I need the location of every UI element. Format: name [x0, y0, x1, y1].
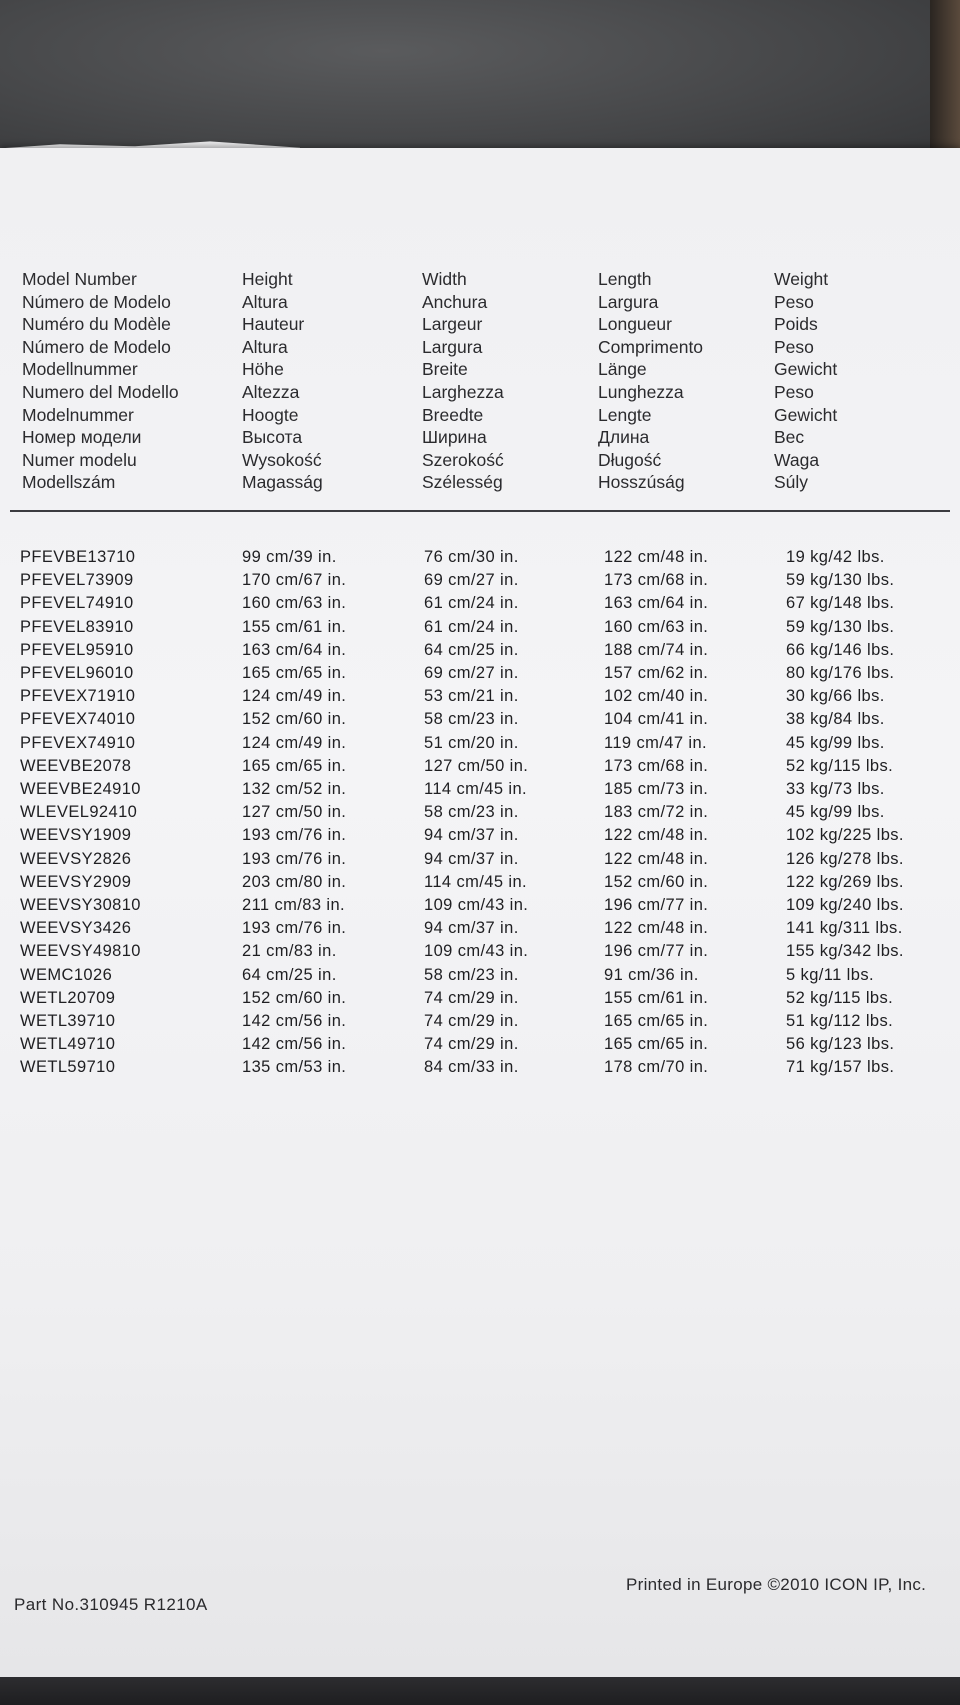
table-cell-height: 142 cm/56 in. — [242, 1012, 347, 1031]
table-cell-width: 94 cm/37 in. — [424, 919, 519, 938]
table-cell-width: 51 cm/20 in. — [424, 733, 519, 752]
table-cell-model: PFEVEL74910 — [20, 594, 134, 613]
table-cell-length: 157 cm/62 in. — [604, 664, 709, 683]
header-label-weight: Waga — [774, 449, 820, 470]
header-model-column — [22, 268, 179, 494]
table-cell-length: 188 cm/74 in. — [604, 640, 709, 659]
table-cell-model: WEEVSY2826 — [20, 849, 132, 868]
header-label-height: Hoogte — [242, 404, 299, 425]
table-cell-height: 152 cm/60 in. — [242, 988, 347, 1007]
table-cell-weight: 45 kg/99 lbs. — [786, 803, 885, 822]
table-cell-weight: 52 kg/115 lbs. — [786, 988, 894, 1007]
header-label-length: Длина — [598, 427, 650, 448]
table-cell-model: WEEVSY49810 — [20, 942, 141, 961]
table-cell-width: 127 cm/50 in. — [424, 756, 529, 775]
table-cell-width: 114 cm/45 in. — [424, 780, 528, 799]
header-label-width: Larghezza — [422, 381, 504, 402]
table-cell-length: 185 cm/73 in. — [604, 780, 709, 799]
header-label-height: Magasság — [242, 472, 323, 493]
header-label-length: Lengte — [598, 404, 652, 425]
header-label-length: Lunghezza — [598, 381, 684, 402]
table-cell-weight: 19 kg/42 lbs. — [786, 548, 885, 566]
table-cell-width: 61 cm/24 in. — [424, 617, 519, 636]
header-weight-column — [774, 268, 837, 494]
header-length-column — [598, 268, 703, 494]
table-cell-model: WEEVBE2078 — [20, 756, 132, 775]
table-cell-weight: 66 kg/146 lbs. — [786, 640, 895, 659]
table-cell-height: 193 cm/76 in. — [242, 919, 347, 938]
header-label-weight: Peso — [774, 381, 814, 402]
table-cell-length: 104 cm/41 in. — [604, 710, 709, 729]
table-cell-width: 58 cm/23 in. — [424, 803, 519, 822]
table-cell-weight: 80 kg/176 lbs. — [786, 664, 895, 683]
table-cell-width: 109 cm/43 in. — [424, 896, 529, 915]
header-label-model: Numer modelu — [22, 449, 137, 470]
header-label-height: Wysokość — [242, 449, 322, 470]
table-cell-model: WEEVBE24910 — [20, 780, 141, 799]
header-label-weight: Súly — [774, 472, 809, 493]
header-label-weight: Peso — [774, 291, 814, 312]
table-cell-width: 74 cm/29 in. — [424, 1035, 519, 1054]
header-label-model: Modellnummer — [22, 359, 138, 380]
table-cell-height: 193 cm/76 in. — [242, 849, 347, 868]
table-cell-weight: 52 kg/115 lbs. — [786, 756, 894, 775]
background-floor — [0, 1677, 960, 1705]
table-cell-weight: 56 kg/123 lbs. — [786, 1035, 895, 1054]
table-cell-height: 132 cm/52 in. — [242, 780, 347, 799]
header-label-model: Model Number — [22, 269, 137, 289]
header-label-width: Szélesség — [422, 472, 503, 493]
header-label-width: Width — [422, 269, 467, 289]
table-cell-width: 58 cm/23 in. — [424, 965, 519, 984]
table-cell-model: WEEVSY3426 — [20, 919, 132, 938]
table-cell-width: 69 cm/27 in. — [424, 571, 519, 590]
table-cell-model: PFEVEL96010 — [20, 664, 134, 683]
table-cell-height: 124 cm/49 in. — [242, 733, 347, 752]
table-cell-height: 127 cm/50 in. — [242, 803, 347, 822]
table-cell-length: 91 cm/36 in. — [604, 965, 699, 984]
table-cell-weight: 141 kg/311 lbs. — [786, 919, 903, 938]
table-cell-model: WEEVSY2909 — [20, 872, 132, 891]
table-cell-height: 99 cm/39 in. — [242, 548, 337, 566]
table-cell-length: 122 cm/48 in. — [604, 826, 709, 845]
header-label-weight: Peso — [774, 336, 814, 357]
header-label-height: Height — [242, 269, 293, 289]
table-cell-model: PFEVEX74010 — [20, 710, 136, 729]
table-cell-model: WEEVSY30810 — [20, 896, 141, 915]
header-label-height: Altezza — [242, 381, 300, 402]
table-cell-model: WETL49710 — [20, 1035, 116, 1054]
header-label-width: Largeur — [422, 314, 483, 335]
table-cell-width: 114 cm/45 in. — [424, 872, 528, 891]
table-cell-height: 170 cm/67 in. — [242, 571, 347, 590]
table-cell-height: 124 cm/49 in. — [242, 687, 347, 706]
table-cell-width: 74 cm/29 in. — [424, 988, 519, 1007]
table-cell-weight: 155 kg/342 lbs. — [786, 942, 904, 961]
table-cell-model: PFEVBE13710 — [20, 548, 136, 566]
header-label-model: Número de Modelo — [22, 291, 171, 312]
table-cell-length: 119 cm/47 in. — [604, 733, 708, 752]
table-cell-width: 94 cm/37 in. — [424, 849, 519, 868]
table-cell-weight: 126 kg/278 lbs. — [786, 849, 904, 868]
table-cell-height: 155 cm/61 in. — [242, 617, 347, 636]
table-cell-width: 61 cm/24 in. — [424, 594, 519, 613]
table-cell-weight: 109 kg/240 lbs. — [786, 896, 904, 915]
table-cell-width: 64 cm/25 in. — [424, 640, 519, 659]
header-label-model: Numéro du Modèle — [22, 314, 171, 335]
part-number: Part No.310945 R1210A — [14, 1595, 208, 1614]
table-cell-height: 193 cm/76 in. — [242, 826, 347, 845]
table-cell-weight: 33 kg/73 lbs. — [786, 780, 885, 799]
table-cell-model: PFEVEX71910 — [20, 687, 136, 706]
table-cell-height: 203 cm/80 in. — [242, 872, 347, 891]
width-column — [424, 546, 528, 1080]
table-cell-height: 64 cm/25 in. — [242, 965, 337, 984]
header-label-length: Länge — [598, 359, 647, 380]
table-cell-weight: 122 kg/269 lbs. — [786, 872, 904, 891]
table-cell-width: 74 cm/29 in. — [424, 1012, 519, 1031]
table-cell-length: 165 cm/65 in. — [604, 1035, 709, 1054]
header-label-length: Largura — [598, 291, 659, 312]
header-label-weight: Poids — [774, 314, 818, 335]
table-cell-width: 109 cm/43 in. — [424, 942, 529, 961]
header-label-length: Długość — [598, 449, 662, 470]
table-cell-weight: 51 kg/112 lbs. — [786, 1012, 894, 1031]
header-label-width: Largura — [422, 336, 483, 357]
model-column — [20, 546, 141, 1080]
header-label-width: Szerokość — [422, 449, 504, 470]
table-cell-width: 94 cm/37 in. — [424, 826, 519, 845]
table-cell-length: 155 cm/61 in. — [604, 988, 709, 1007]
table-cell-length: 160 cm/63 in. — [604, 617, 709, 636]
table-cell-width: 53 cm/21 in. — [424, 687, 519, 706]
table-cell-model: PFEVEL73909 — [20, 571, 134, 590]
table-cell-model: WEEVSY1909 — [20, 826, 132, 845]
header-label-height: Hauteur — [242, 314, 305, 335]
header-height-column — [242, 268, 323, 494]
table-cell-length: 122 cm/48 in. — [604, 548, 709, 566]
table-cell-width: 76 cm/30 in. — [424, 548, 519, 566]
table-cell-model: WEMC1026 — [20, 965, 113, 984]
header-label-model: Modellszám — [22, 472, 116, 493]
print-notice: Printed in Europe ©2010 ICON IP, Inc. — [626, 1575, 927, 1594]
background-surface — [0, 0, 960, 170]
table-cell-weight: 5 kg/11 lbs. — [786, 965, 874, 984]
header-label-height: Altura — [242, 336, 288, 357]
header-label-weight: Gewicht — [774, 359, 838, 380]
table-cell-length: 165 cm/65 in. — [604, 1012, 709, 1031]
header-label-width: Breite — [422, 359, 468, 380]
weight-column — [786, 546, 904, 1080]
header-label-height: Altura — [242, 291, 288, 312]
header-width-column — [422, 268, 504, 494]
header-label-weight: Weight — [774, 269, 829, 289]
table-cell-model: PFEVEL95910 — [20, 640, 134, 659]
header-label-width: Ширина — [422, 427, 487, 448]
table-cell-weight: 59 kg/130 lbs. — [786, 617, 895, 636]
table-cell-height: 163 cm/64 in. — [242, 640, 347, 659]
header-label-model: Modelnummer — [22, 404, 134, 425]
height-column — [242, 546, 346, 1080]
table-cell-weight: 67 kg/148 lbs. — [786, 594, 895, 613]
table-cell-length: 196 cm/77 in. — [604, 942, 709, 961]
table-cell-weight: 102 kg/225 lbs. — [786, 826, 904, 845]
table-cell-height: 165 cm/65 in. — [242, 664, 347, 683]
header-divider — [10, 510, 950, 512]
table-cell-model: PFEVEL83910 — [20, 617, 134, 636]
header-label-length: Comprimento — [598, 336, 704, 357]
header-label-weight: Gewicht — [774, 404, 838, 425]
table-cell-weight: 71 kg/157 lbs. — [786, 1058, 895, 1077]
table-cell-height: 165 cm/65 in. — [242, 756, 347, 775]
header-label-height: Höhe — [242, 359, 284, 380]
table-cell-weight: 59 kg/130 lbs. — [786, 571, 895, 590]
table-cell-length: 183 cm/72 in. — [604, 803, 709, 822]
table-cell-width: 58 cm/23 in. — [424, 710, 519, 729]
header-label-width: Anchura — [422, 291, 488, 312]
table-cell-length: 173 cm/68 in. — [604, 756, 709, 775]
header-label-length: Longueur — [598, 314, 672, 335]
header-label-model: Numero del Modello — [22, 381, 179, 402]
table-cell-length: 173 cm/68 in. — [604, 571, 709, 590]
table-cell-height: 142 cm/56 in. — [242, 1035, 347, 1054]
table-cell-width: 84 cm/33 in. — [424, 1058, 519, 1077]
table-cell-weight: 45 kg/99 lbs. — [786, 733, 885, 752]
header-label-length: Hosszúság — [598, 472, 685, 493]
table-cell-model: PFEVEX74910 — [20, 733, 136, 752]
header-label-length: Length — [598, 269, 652, 289]
table-cell-length: 122 cm/48 in. — [604, 919, 709, 938]
header-label-model: Número de Modelo — [22, 336, 171, 357]
header-label-width: Breedte — [422, 404, 484, 425]
table-cell-weight: 30 kg/66 lbs. — [786, 687, 885, 706]
table-cell-model: WETL39710 — [20, 1012, 116, 1031]
table-cell-height: 21 cm/83 in. — [242, 942, 337, 961]
table-cell-weight: 38 kg/84 lbs. — [786, 710, 885, 729]
header-label-model: Номер модели — [22, 427, 142, 448]
length-column — [604, 546, 708, 1080]
table-cell-model: WETL59710 — [20, 1058, 116, 1077]
table-cell-height: 135 cm/53 in. — [242, 1058, 347, 1077]
table-cell-length: 163 cm/64 in. — [604, 594, 709, 613]
table-cell-length: 152 cm/60 in. — [604, 872, 709, 891]
table-cell-width: 69 cm/27 in. — [424, 664, 519, 683]
table-cell-length: 178 cm/70 in. — [604, 1058, 709, 1077]
header-label-weight: Bec — [774, 427, 805, 448]
table-cell-height: 211 cm/83 in. — [242, 896, 346, 915]
table-cell-length: 122 cm/48 in. — [604, 849, 709, 868]
background-edge — [930, 0, 960, 170]
table-cell-model: WETL20709 — [20, 988, 116, 1007]
table-cell-length: 102 cm/40 in. — [604, 687, 709, 706]
table-cell-model: WLEVEL92410 — [20, 803, 138, 822]
table-cell-height: 152 cm/60 in. — [242, 710, 347, 729]
table-cell-length: 196 cm/77 in. — [604, 896, 709, 915]
header-label-height: Высота — [242, 427, 303, 448]
table-cell-height: 160 cm/63 in. — [242, 594, 347, 613]
